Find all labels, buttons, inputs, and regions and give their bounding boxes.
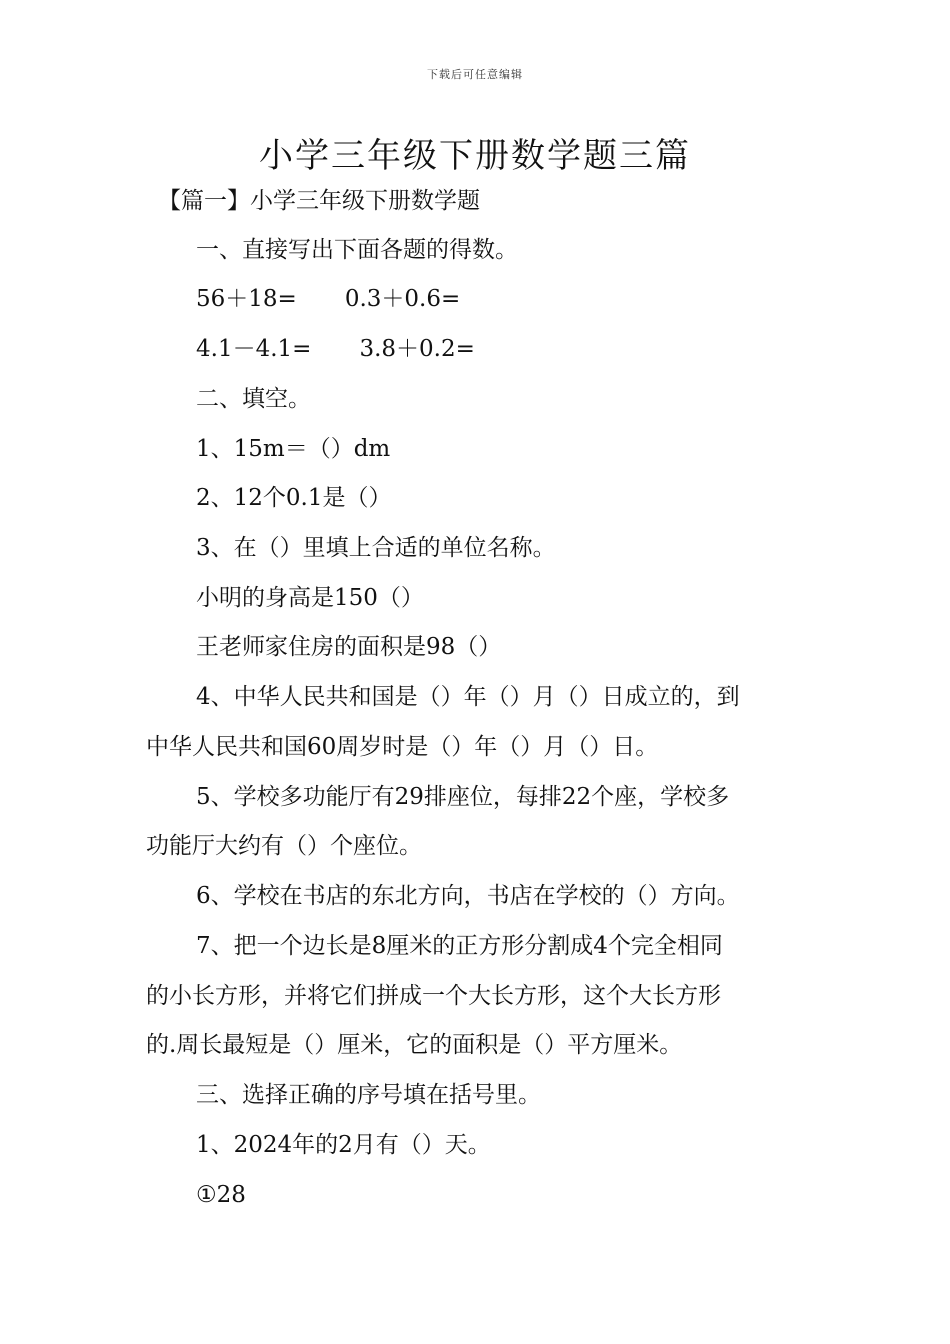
arithmetic-item: 56＋18= bbox=[196, 286, 297, 312]
question-line: 7、把一个边长是8厘米的正方形分割成4个完全相同 bbox=[196, 933, 723, 959]
header-note: 下载后可任意编辑 bbox=[427, 68, 523, 81]
question-line: 的小长方形，并将它们拼成一个大长方形，这个大长方形 bbox=[146, 983, 721, 1009]
question-line: 1、2024年的2月有（）天。 bbox=[196, 1132, 491, 1158]
section-heading: 【篇一】小学三年级下册数学题 bbox=[158, 188, 480, 214]
question-line: 功能厅大约有（）个座位。 bbox=[146, 833, 422, 859]
question-line: 2、12个0.1是（） bbox=[196, 485, 392, 511]
question-line: 5、学校多功能厅有29排座位，每排22个座，学校多 bbox=[196, 784, 730, 810]
question-heading-2: 二、填空。 bbox=[196, 386, 311, 412]
question-line: 3、在（）里填上合适的单位名称。 bbox=[196, 535, 556, 561]
arithmetic-row-1 bbox=[196, 284, 460, 314]
question-line: 6、学校在书店的东北方向，书店在学校的（）方向。 bbox=[196, 883, 740, 909]
question-line: 中华人民共和国60周岁时是（）年（）月（）日。 bbox=[146, 734, 659, 760]
arithmetic-item: 3.8＋0.2= bbox=[359, 336, 475, 362]
question-line: 1、15m＝（）dm bbox=[196, 436, 391, 462]
question-line: 的.周长最短是（）厘米，它的面积是（）平方厘米。 bbox=[146, 1032, 683, 1058]
answer-option: ①28 bbox=[196, 1182, 246, 1208]
question-heading-3: 三、选择正确的序号填在括号里。 bbox=[196, 1082, 541, 1108]
question-line: 王老师家住房的面积是98（） bbox=[196, 634, 502, 660]
document-title: 小学三年级下册数学题三篇 bbox=[259, 136, 691, 176]
question-line: 小明的身高是150（） bbox=[196, 585, 424, 611]
question-line: 4、中华人民共和国是（）年（）月（）日成立的，到 bbox=[196, 684, 740, 710]
arithmetic-row-2 bbox=[196, 334, 475, 364]
question-heading-1: 一、直接写出下面各题的得数。 bbox=[196, 237, 518, 263]
arithmetic-item: 4.1－4.1= bbox=[196, 336, 312, 362]
arithmetic-item: 0.3＋0.6= bbox=[344, 286, 461, 312]
